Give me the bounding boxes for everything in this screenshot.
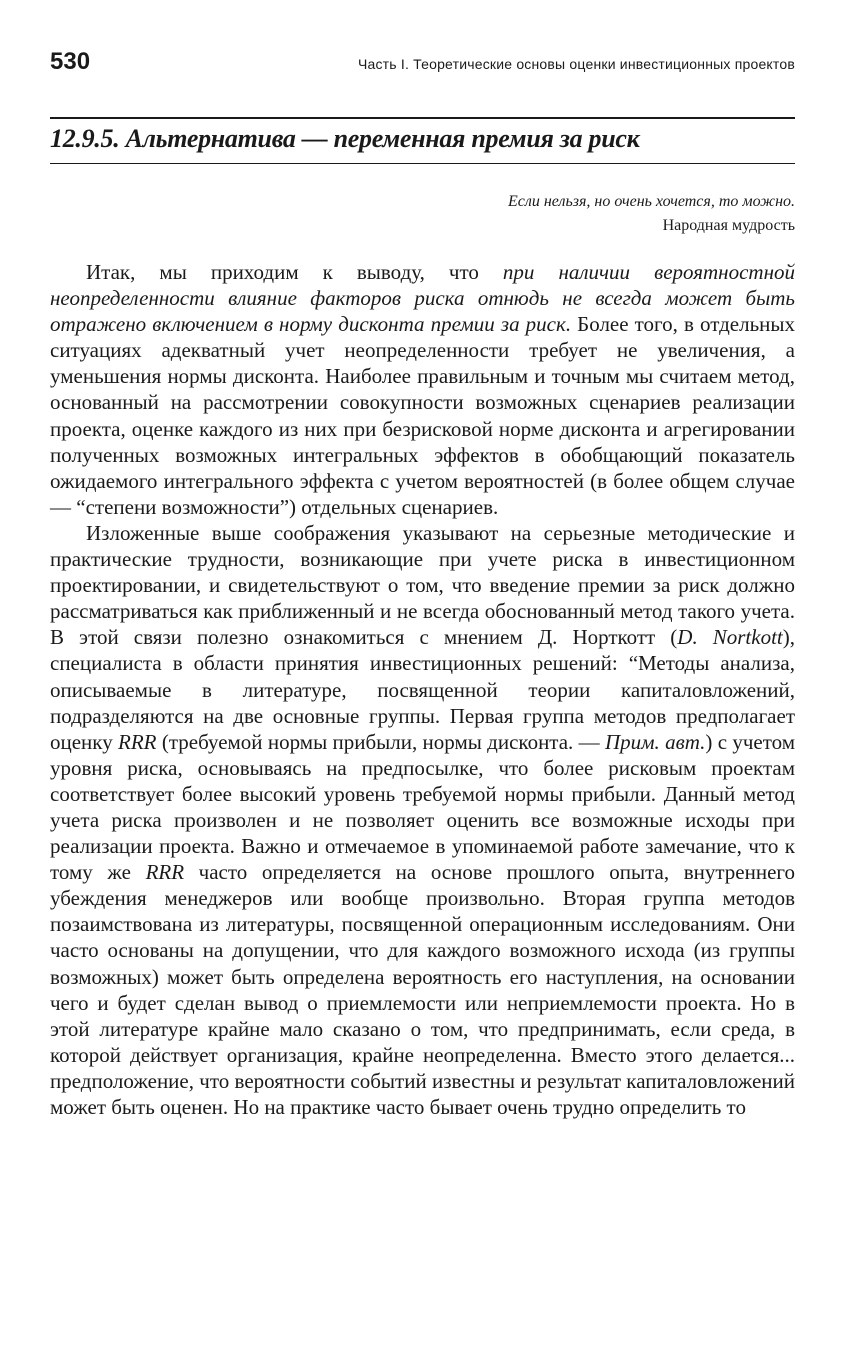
- p2-text-g: ) с учетом уровня риска, основываясь на предпосылке, что более рисковым проектам соответствует более высокий уровень требуемой нормы прибыли. Данный метод учета риска произволен и не позволяет оценить все возможные исходы при реализации проекта. Важно и отмечаемое в упоминаемой работе замечание, что к тому же: [50, 729, 796, 885]
- section-rule-bottom: [50, 163, 795, 164]
- p2-text-a: Изложенные выше соображения указывают на серьезные методические и практические трудности, возникающие при учете риска в инвестиционном проектировании, и свидетельствуют о том, что введение премии за риск должно рассматриваться как приближенный и не всегда обоснованный метод такого учета. В этой связи полезно ознакомиться с мнением Д. Норткотт (: [50, 520, 795, 650]
- p2-rrr-1: RRR: [118, 729, 157, 754]
- paragraph-2: [50, 520, 795, 1120]
- p1-text-a: Итак, мы приходим к выводу, что: [86, 260, 503, 284]
- epigraph-quote: Если нельзя, но очень хочется, то можно.: [508, 193, 795, 210]
- page-number: 530: [50, 48, 91, 75]
- section-title: 12.9.5. Альтернатива — переменная премия за риск: [50, 124, 640, 153]
- paragraph-1: [50, 259, 795, 520]
- page-header: [50, 48, 795, 78]
- p1-emphasis: при наличии вероятностной неопределенности влияние факторов риска отнюдь не всегда может быть отражено включением в норму дисконта премии за риск.: [50, 260, 795, 337]
- epigraph: [508, 190, 795, 238]
- p1-text-c: Более того, в отдельных ситуациях адекватный учет неопределенности требует не увеличения, а уменьшения нормы дисконта. Наиболее правильным и точным мы считаем метод, основанный на рассмотрении совокупности возможных сценариев реализации проекта, оценке каждого из них при безрисковой норме дисконта и агрегировании полученных возможных интегральных эффектов в обобщающий показатель ожидаемого интегрального эффекта с учетом вероятностей (в более общем случае — “степени возможности”) отдельных сценариев.: [50, 312, 796, 519]
- p2-author-latin: D. Nortkott: [677, 625, 783, 650]
- p2-author-note: Прим. авт.: [604, 729, 706, 754]
- p2-rrr-2: RRR: [145, 860, 185, 885]
- p2-text-c: ), специалиста в области принятия инвестиционных решений: “Методы анализа, описываемые в литературе, посвященной теории капиталовложений, подразделяются на две основные группы. Первая группа методов предполагает оценку: [50, 625, 796, 754]
- epigraph-source: Народная мудрость: [662, 217, 795, 234]
- p2-text-e: (требуемой нормы прибыли, нормы дисконта. —: [156, 729, 605, 754]
- section-rule-top: [50, 117, 795, 119]
- body-text: [50, 259, 795, 1120]
- p2-text-i: часто определяется на основе прошлого опыта, внутреннего убеждения менеджеров или вообще произвольно. Вторая группа методов позаимствована из литературы, посвященной операционным исследованиям. Они часто основаны на допущении, что для каждого возможного исхода (из группы возможных) может быть определена вероятность его наступления, на основании чего и будет сделан вывод о приемлемости или неприемлемости проекта. Но в этой литературе крайне мало сказано о том, что предпринимать, если среда, в которой действует организация, крайне неопределенна. Вместо этого делается... предположение, что вероятности событий известны и результат капиталовложений может быть оценен. Но на практике часто бывает очень трудно определить то: [50, 860, 795, 1119]
- running-head: Часть I. Теоретические основы оценки инвестиционных проектов: [357, 56, 795, 72]
